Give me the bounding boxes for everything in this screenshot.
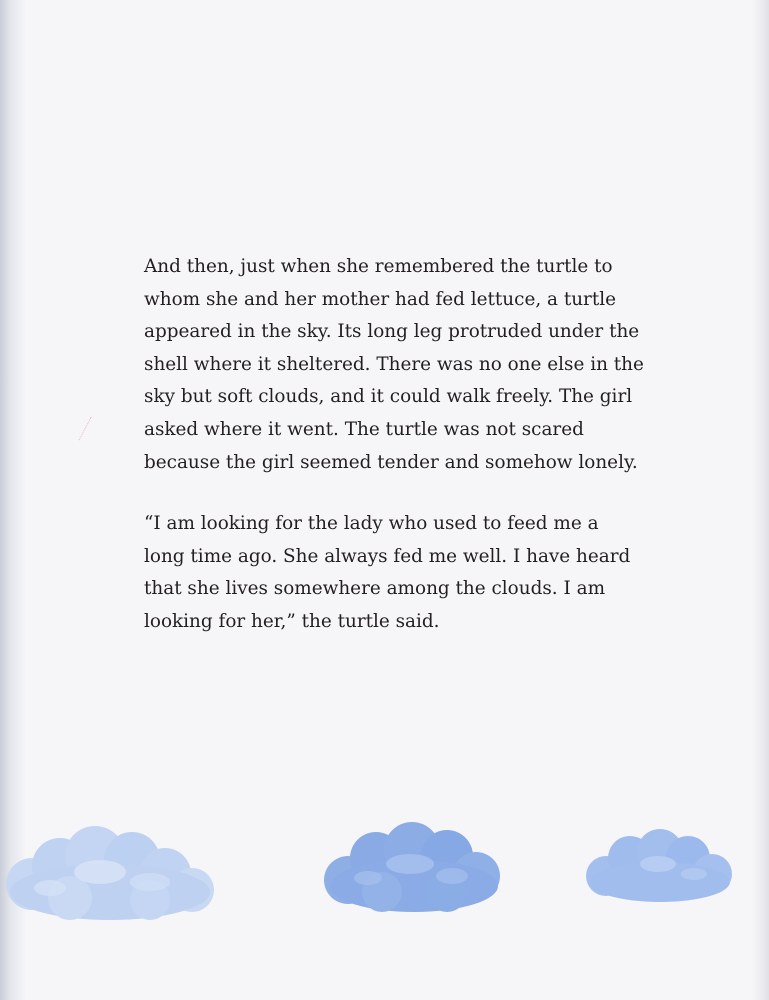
text-line: sky but soft clouds, and it could walk freely. The girl xyxy=(144,386,633,408)
page-edge xyxy=(751,0,769,1000)
cloud-middle-illustration xyxy=(322,820,504,916)
cloud-shape xyxy=(6,826,214,920)
cloud-right-illustration xyxy=(584,828,734,906)
paragraph-2 xyxy=(144,508,631,638)
pencil-mark xyxy=(79,417,101,445)
text-line: whom she and her mother had fed lettuce, a turtle xyxy=(144,288,617,310)
cloud-left-illustration xyxy=(0,822,218,924)
cloud-shape xyxy=(586,829,732,902)
story-text xyxy=(144,251,644,639)
text-line: “I am looking for the lady who used to feed me a xyxy=(144,513,599,535)
text-line: asked where it went. The turtle was not scared xyxy=(144,418,584,440)
cloud-shape xyxy=(324,822,500,912)
text-line: that she lives somewhere among the clouds. I am xyxy=(144,578,606,600)
text-line: And then, just when she remembered the turtle to xyxy=(144,256,613,277)
text-line: shell where it sheltered. There was no one else in the xyxy=(144,353,644,375)
paragraph-1 xyxy=(144,251,644,479)
text-line: because the girl seemed tender and somehow lonely. xyxy=(144,451,638,473)
text-line: looking for her,” the turtle said. xyxy=(144,610,440,632)
text-line: appeared in the sky. Its long leg protruded under the xyxy=(144,321,640,343)
text-line: long time ago. She always fed me well. I have heard xyxy=(144,545,631,567)
